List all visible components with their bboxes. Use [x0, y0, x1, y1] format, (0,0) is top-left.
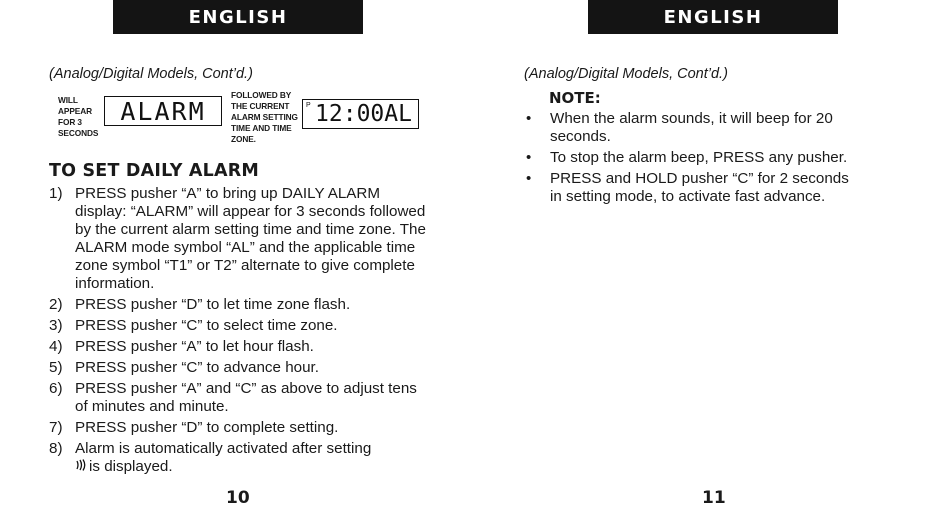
bullet-text: PRESS and HOLD pusher “C” for 2 seconds in setting mode, to activate fast advance. — [550, 170, 849, 205]
bullet-icon: • — [526, 170, 532, 187]
step-text: PRESS pusher “A” and “C” as above to adjust tens of minutes and minute. — [75, 380, 417, 415]
step-number: 7) — [49, 419, 63, 436]
page-number: 11 — [702, 488, 726, 508]
alarm-sound-icon — [75, 458, 86, 476]
list-item — [49, 380, 429, 416]
steps-list — [49, 185, 429, 479]
step-number: 1) — [49, 185, 63, 202]
list-item — [49, 440, 429, 476]
diagram-label-left — [58, 95, 98, 139]
list-item — [524, 149, 864, 167]
page-header: ENGLISH — [113, 0, 363, 34]
diagram-label-line: FOLLOWED BY — [231, 90, 292, 100]
step-number: 6) — [49, 380, 63, 397]
lcd-display-time — [302, 99, 419, 129]
diagram-label-line: THE CURRENT — [231, 101, 290, 111]
pm-indicator: P — [306, 102, 312, 109]
diagram-label-line: TIME AND TIME — [231, 123, 292, 133]
page-subhead: (Analog/Digital Models, Cont’d.) — [524, 66, 728, 82]
page-number: 10 — [226, 488, 250, 508]
list-item — [524, 110, 864, 146]
list-item — [49, 419, 429, 437]
page-header: ENGLISH — [588, 0, 838, 34]
diagram-label-line: SECONDS — [58, 128, 99, 138]
step-text-continued: is displayed. — [89, 458, 173, 475]
list-item — [49, 317, 429, 335]
list-item — [49, 338, 429, 356]
diagram-label-middle — [231, 90, 298, 145]
bullet-text: When the alarm sounds, it will beep for 20 seconds. — [550, 110, 833, 145]
lcd-text: ALARM — [120, 96, 206, 126]
step-number: 4) — [49, 338, 63, 355]
step-number: 2) — [49, 296, 63, 313]
step-text: PRESS pusher “D” to let time zone flash. — [75, 296, 351, 313]
diagram-label-line: WILL — [58, 95, 78, 105]
step-text: Alarm is automatically activated after setting — [75, 440, 372, 457]
section-title: TO SET DAILY ALARM — [49, 161, 259, 181]
diagram-label-line: APPEAR — [58, 106, 92, 116]
step-number: 5) — [49, 359, 63, 376]
diagram-label-line: FOR 3 — [58, 117, 82, 127]
diagram-label-line: ALARM SETTING — [231, 112, 298, 122]
diagram-label-line: ZONE. — [231, 134, 256, 144]
bullet-text: To stop the alarm beep, PRESS any pusher. — [550, 149, 848, 166]
note-title: NOTE: — [549, 89, 601, 107]
right-page — [475, 0, 950, 525]
list-item — [49, 359, 429, 377]
bullet-icon: • — [526, 149, 532, 166]
step-text: PRESS pusher “D” to complete setting. — [75, 419, 339, 436]
step-text: PRESS pusher “A” to bring up DAILY ALARM display: “ALARM” will appear for 3 seconds followed by the current alarm setting time and time zone. The ALARM mode symbol “AL” and the applicable time zone symbol “T1” or T2” alternate to give complete information. — [75, 185, 426, 292]
lcd-text: 12:00AL — [315, 101, 412, 127]
bullet-icon: • — [526, 110, 532, 127]
page-subhead: (Analog/Digital Models, Cont’d.) — [49, 66, 253, 82]
step-text: PRESS pusher “C” to advance hour. — [75, 359, 319, 376]
notes-list — [524, 110, 864, 209]
lcd-display-alarm — [104, 96, 222, 126]
step-text: PRESS pusher “A” to let hour flash. — [75, 338, 314, 355]
list-item — [524, 170, 864, 206]
list-item — [49, 185, 429, 293]
step-number: 3) — [49, 317, 63, 334]
step-number: 8) — [49, 440, 63, 457]
list-item — [49, 296, 429, 314]
step-text: PRESS pusher “C” to select time zone. — [75, 317, 338, 334]
